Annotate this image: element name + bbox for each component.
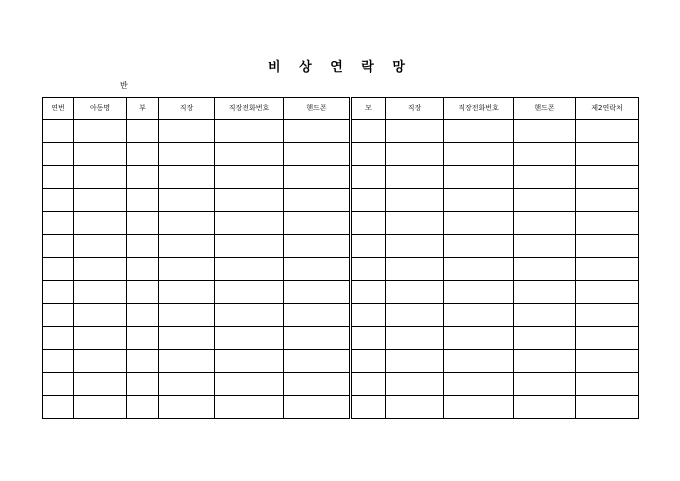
table-cell [127, 166, 159, 189]
table-cell [159, 281, 215, 304]
table-cell [386, 143, 444, 166]
table-cell [576, 189, 639, 212]
table-cell [215, 189, 284, 212]
table-cell [284, 189, 351, 212]
table-cell [74, 350, 127, 373]
table-row [43, 189, 639, 212]
table-cell [215, 212, 284, 235]
col-header-father-workplace: 직장 [159, 98, 215, 120]
table-cell [127, 304, 159, 327]
table-cell [386, 304, 444, 327]
table-cell [159, 235, 215, 258]
table-cell [284, 258, 351, 281]
table-cell [127, 281, 159, 304]
table-cell [159, 373, 215, 396]
table-cell [159, 258, 215, 281]
table-cell [74, 143, 127, 166]
table-cell [215, 120, 284, 143]
table-cell [444, 327, 514, 350]
table-cell [284, 304, 351, 327]
table-cell [444, 143, 514, 166]
table-cell [43, 373, 74, 396]
table-cell [351, 304, 386, 327]
table-cell [284, 373, 351, 396]
table-cell [215, 327, 284, 350]
table-cell [74, 166, 127, 189]
table-cell [576, 212, 639, 235]
table-cell [127, 212, 159, 235]
table-cell [215, 166, 284, 189]
table-cell [127, 327, 159, 350]
table-row [43, 120, 639, 143]
document-title: 비 상 연 락 망 [268, 60, 412, 75]
table-cell [514, 396, 576, 419]
table-cell [444, 350, 514, 373]
table-cell [386, 120, 444, 143]
table-cell [444, 373, 514, 396]
table-cell [43, 166, 74, 189]
table-cell [284, 120, 351, 143]
table-cell [351, 327, 386, 350]
table-row [43, 258, 639, 281]
table-row [43, 350, 639, 373]
table-cell [74, 304, 127, 327]
table-cell [444, 396, 514, 419]
table-cell [215, 350, 284, 373]
table-cell [386, 396, 444, 419]
table-cell [351, 350, 386, 373]
table-cell [215, 304, 284, 327]
table-cell [43, 189, 74, 212]
col-header-mother: 모 [351, 98, 386, 120]
table-cell [514, 235, 576, 258]
table-cell [514, 166, 576, 189]
table-cell [386, 189, 444, 212]
table-cell [74, 235, 127, 258]
table-cell [514, 327, 576, 350]
table-cell [127, 350, 159, 373]
table-row [43, 212, 639, 235]
table-cell [284, 396, 351, 419]
table-cell [43, 143, 74, 166]
table-cell [386, 373, 444, 396]
table-cell [576, 120, 639, 143]
table-cell [576, 396, 639, 419]
table-cell [444, 281, 514, 304]
table-cell [444, 258, 514, 281]
table-cell [43, 281, 74, 304]
table-cell [159, 304, 215, 327]
col-header-father: 부 [127, 98, 159, 120]
table-cell [514, 212, 576, 235]
table-row [43, 373, 639, 396]
contact-table [42, 97, 639, 419]
table-cell [351, 143, 386, 166]
table-cell [514, 258, 576, 281]
table-cell [351, 258, 386, 281]
table-cell [284, 281, 351, 304]
col-header-mother-mobile: 핸드폰 [514, 98, 576, 120]
table-cell [127, 373, 159, 396]
table-cell [43, 120, 74, 143]
table-cell [444, 166, 514, 189]
table-cell [215, 373, 284, 396]
col-header-child-name: 아동명 [74, 98, 127, 120]
table-cell [284, 350, 351, 373]
table-cell [215, 235, 284, 258]
table-cell [159, 350, 215, 373]
table-cell [43, 304, 74, 327]
table-cell [386, 350, 444, 373]
table-cell [159, 166, 215, 189]
table-cell [386, 281, 444, 304]
table-header-row [43, 98, 639, 120]
table-cell [514, 350, 576, 373]
table-cell [127, 143, 159, 166]
table-row [43, 327, 639, 350]
table-cell [43, 396, 74, 419]
table-row [43, 235, 639, 258]
table-cell [576, 373, 639, 396]
table-cell [284, 166, 351, 189]
table-cell [576, 258, 639, 281]
table-cell [74, 120, 127, 143]
table-cell [159, 327, 215, 350]
table-row [43, 281, 639, 304]
table-cell [576, 327, 639, 350]
table-cell [444, 235, 514, 258]
col-header-mother-workplace: 직장 [386, 98, 444, 120]
table-cell [351, 235, 386, 258]
table-cell [351, 166, 386, 189]
table-cell [43, 258, 74, 281]
table-cell [159, 189, 215, 212]
table-cell [351, 281, 386, 304]
table-cell [159, 120, 215, 143]
table-cell [386, 235, 444, 258]
table-cell [74, 258, 127, 281]
table-cell [576, 235, 639, 258]
col-header-father-work-phone: 직장전화번호 [215, 98, 284, 120]
table-cell [514, 281, 576, 304]
table-cell [159, 212, 215, 235]
table-cell [215, 396, 284, 419]
table-cell [444, 304, 514, 327]
table-cell [576, 166, 639, 189]
table-cell [576, 143, 639, 166]
table-cell [576, 281, 639, 304]
class-label: 반 [120, 81, 128, 90]
table-cell [159, 396, 215, 419]
table-cell [43, 327, 74, 350]
table-row [43, 396, 639, 419]
table-cell [444, 189, 514, 212]
table-cell [215, 143, 284, 166]
table-cell [514, 304, 576, 327]
table-cell [74, 396, 127, 419]
table-cell [386, 166, 444, 189]
table-cell [74, 281, 127, 304]
table-cell [74, 212, 127, 235]
table-row [43, 166, 639, 189]
table-cell [351, 212, 386, 235]
table-cell [514, 189, 576, 212]
table-cell [43, 235, 74, 258]
table-cell [74, 373, 127, 396]
table-cell [351, 120, 386, 143]
table-row [43, 143, 639, 166]
table-cell [127, 396, 159, 419]
table-cell [576, 350, 639, 373]
table-cell [514, 373, 576, 396]
table-cell [43, 350, 74, 373]
table-cell [514, 120, 576, 143]
table-cell [351, 373, 386, 396]
table-cell [127, 258, 159, 281]
table-cell [215, 258, 284, 281]
table-cell [74, 189, 127, 212]
table-cell [127, 120, 159, 143]
col-header-mother-work-phone: 직장전화번호 [444, 98, 514, 120]
table-cell [514, 143, 576, 166]
table-cell [386, 212, 444, 235]
table-cell [127, 189, 159, 212]
col-header-secondary-contact: 제2연락처 [576, 98, 639, 120]
col-header-seq: 연번 [43, 98, 74, 120]
table-cell [351, 189, 386, 212]
table-cell [43, 212, 74, 235]
table-cell [386, 258, 444, 281]
table-cell [284, 235, 351, 258]
table-cell [127, 235, 159, 258]
table-cell [386, 327, 444, 350]
table-cell [576, 304, 639, 327]
table-cell [444, 212, 514, 235]
table-cell [159, 143, 215, 166]
table-cell [284, 212, 351, 235]
table-cell [215, 281, 284, 304]
table-cell [284, 327, 351, 350]
table-cell [74, 327, 127, 350]
table-row [43, 304, 639, 327]
table-body [43, 120, 639, 419]
col-header-father-mobile: 핸드폰 [284, 98, 351, 120]
table-cell [284, 143, 351, 166]
table-cell [351, 396, 386, 419]
table-cell [444, 120, 514, 143]
